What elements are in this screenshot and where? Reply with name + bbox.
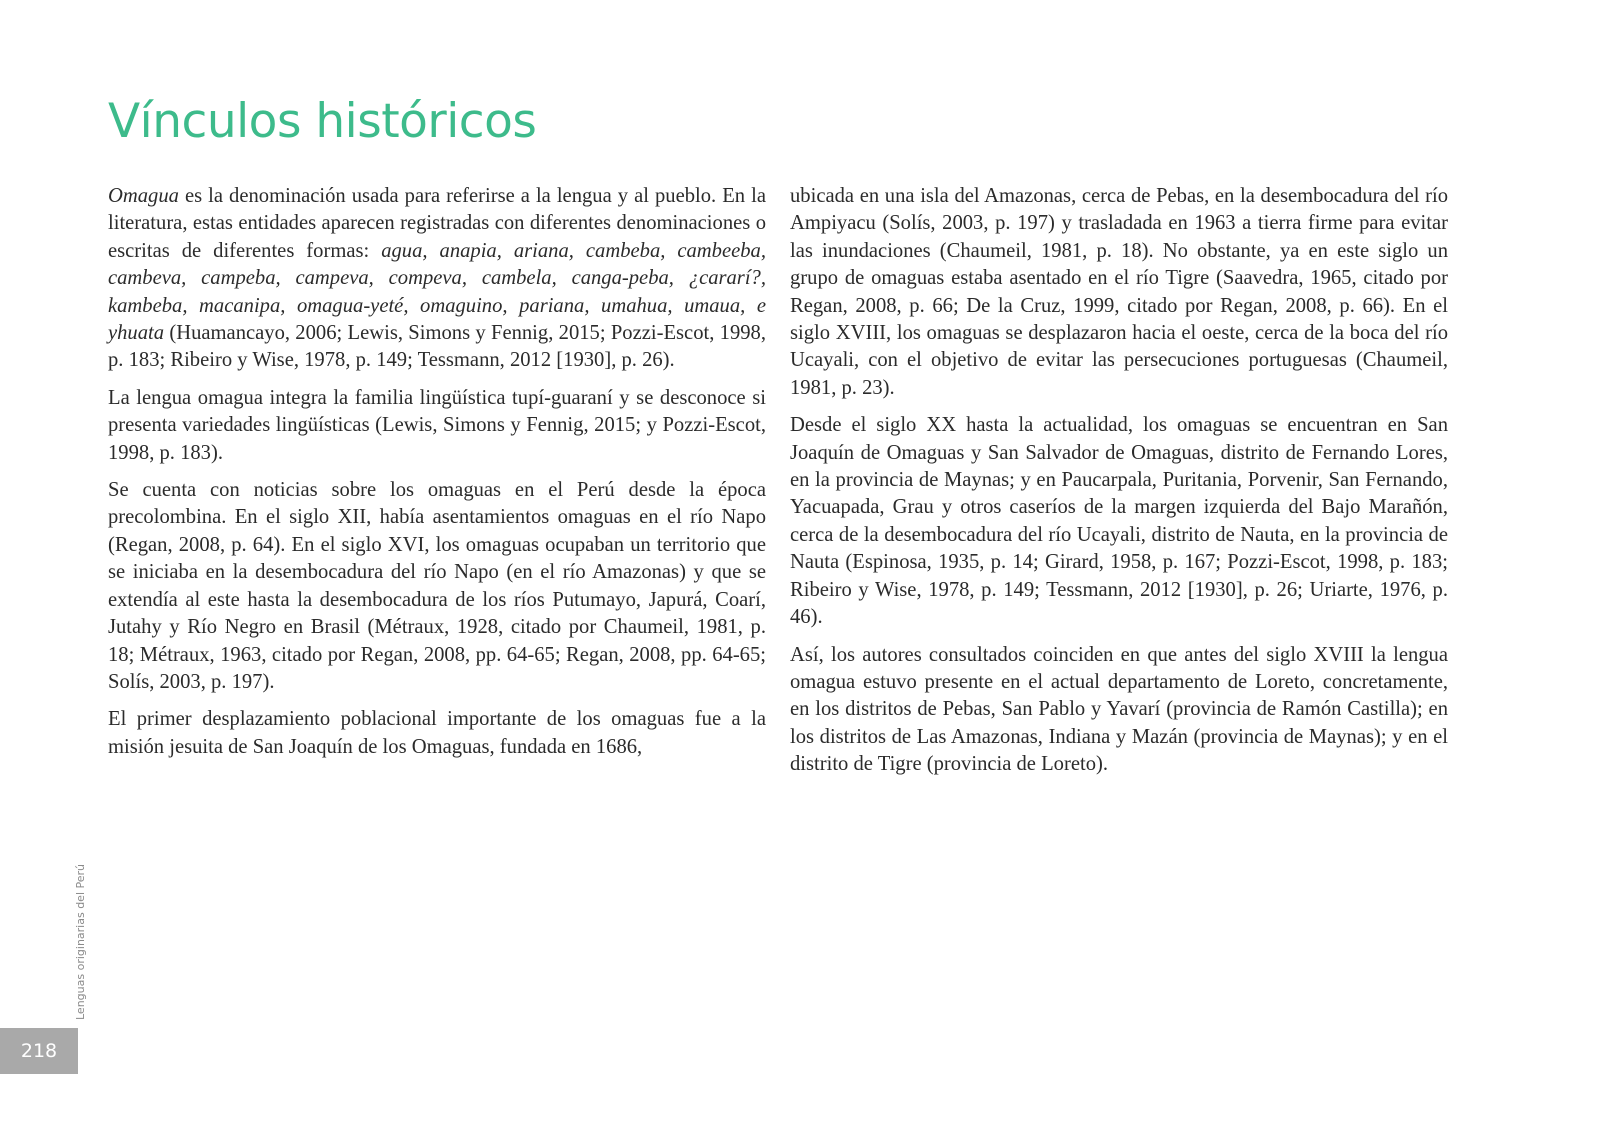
right-column	[790, 183, 1448, 789]
paragraph-denominacion	[108, 183, 766, 375]
page-number: 218	[20, 1040, 58, 1062]
italic-term: Omagua	[108, 185, 179, 207]
paragraph-conclusion: Así, los autores consultados coinciden en que antes del siglo XVIII la lengua omagua estuvo presente en el actual departamento de Loreto, concretamente, en los distritos de Pebas, San Pablo y Yavarí (provincia de Ramón Castilla); en los distritos de Las Amazonas, Indiana y Mazán (provincia de Maynas); y en el distrito de Tigre (provincia de Loreto).	[790, 643, 1448, 776]
page-title: Vínculos históricos	[108, 94, 537, 149]
left-column	[108, 183, 766, 771]
italic-forms: agua, anapia, ariana, cambeba, cambeeba, cambeva, campeba, campeva, compeva, cambela, canga-peba, ¿cararí?, kambeba, macanipa, omagua-yeté, omaguino, pariana, umahua, umaua, e yhuata	[108, 239, 766, 345]
side-running-title: Lenguas originarias del Perú	[74, 863, 87, 1020]
paragraph-actualidad: Desde el siglo XX hasta la actualidad, los omaguas se encuentran en San Joaquín de Omaguas y San Salvador de Omaguas, distrito de Fernando Lores, en la provincia de Maynas; y en Paucarpala, Puritania, Porvenir, San Fernando, Yacuapada, Grau y otros caseríos de la margen izquierda del Bajo Marañón, cerca de la desembocadura del río Ucayali, distrito de Nauta, en la provincia de Nauta (Espinosa, 1935, p. 14; Girard, 1958, p. 167; Pozzi-Escot, 1998, p. 183; Ribeiro y Wise, 1978, p. 149; Tessmann, 2012 [1930], p. 26; Uriarte, 1976, p. 46).	[790, 414, 1448, 629]
paragraph-familia: La lengua omagua integra la familia lingüística tupí-guaraní y se desconoce si presenta variedades lingüísticas (Lewis, Simons y Fennig, 2015; y Pozzi-Escot, 1998, p. 183).	[108, 386, 766, 464]
page-number-box	[0, 1028, 78, 1074]
paragraph-desplazamiento-start: El primer desplazamiento poblacional importante de los omaguas fue a la misión jesuita de San Joaquín de los Omaguas, fundada en 1686,	[108, 708, 766, 758]
paragraph-desplazamiento-cont: ubicada en una isla del Amazonas, cerca de Pebas, en la desembocadura del río Ampiyacu (Solís, 2003, p. 197) y trasladada en 1963 a tierra firme para evitar las inundaciones (Chaumeil, 1981, p. 18). No obstante, ya en este siglo un grupo de omaguas estaba asentado en el río Tigre (Saavedra, 1965, citado por Regan, 2008, p. 66; De la Cruz, 1999, citado por Regan, 2008, p. 66). En el siglo XVIII, los omaguas se desplazaron hacia el oeste, cerca de la boca del río Ucayali, con el objetivo de evitar las persecuciones portuguesas (Chaumeil, 1981, p. 23).	[790, 185, 1448, 399]
paragraph-noticias: Se cuenta con noticias sobre los omaguas en el Perú desde la época precolombina. En el siglo XII, había asentamientos omaguas en el río Napo (Regan, 2008, p. 64). En el siglo XVI, los omaguas ocupaban un territorio que se iniciaba en la desembocadura del río Napo (en el río Amazonas) y que se extendía al este hasta la desembocadura de los ríos Putumayo, Japurá, Coarí, Jutahy y Río Negro en Brasil (Métraux, 1928, citado por Chaumeil, 1981, p. 18; Métraux, 1963, citado por Regan, 2008, pp. 64-65; Regan, 2008, pp. 64-65; Solís, 2003, p. 197).	[108, 479, 766, 693]
paragraph-text: (Huamancayo, 2006; Lewis, Simons y Fennig, 2015; Pozzi-Escot, 1998, p. 183; Ribeiro y Wise, 1978, p. 149; Tessmann, 2012 [1930], p. 26).	[108, 322, 766, 372]
paragraph-text: es la denominación usada para referirse a la lengua y al pueblo. En la literatura, estas entidades aparecen registradas con diferentes denominaciones o escritas de diferentes formas:	[108, 185, 766, 262]
